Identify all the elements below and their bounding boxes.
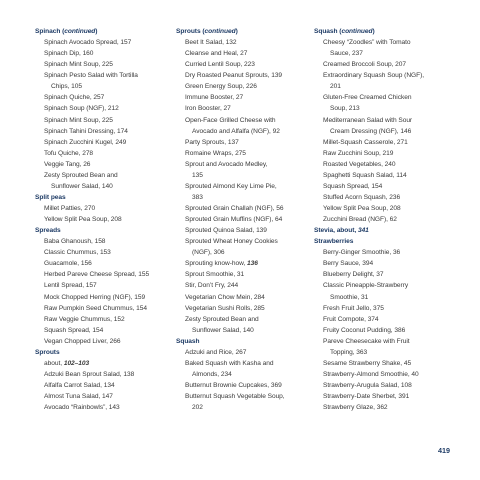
index-text: Raw Zucchini Soup, 219 <box>323 149 394 157</box>
index-entry <box>35 48 175 59</box>
index-entry <box>35 336 175 347</box>
index-text: ) <box>372 28 375 35</box>
index-text: Green Energy Soup, 226 <box>185 83 257 91</box>
index-text: Millet-Squash Casserole, 271 <box>323 138 408 146</box>
index-entry <box>176 258 316 269</box>
index-entry-continuation <box>176 369 316 380</box>
index-text: Sauce, 237 <box>330 50 363 58</box>
index-text: Classic Pineapple-Strawberry <box>323 282 409 290</box>
index-text: Sesame Strawberry Shake, 45 <box>323 359 412 367</box>
index-entry <box>314 203 454 214</box>
index-text: Pareve Cheesecake with Fruit <box>323 337 410 345</box>
index-entry <box>35 369 175 380</box>
index-entry <box>176 203 316 214</box>
index-text: 136 <box>247 260 258 268</box>
index-entry <box>314 247 454 258</box>
index-text: Baked Squash with Kasha and <box>185 359 274 367</box>
index-heading <box>35 26 175 37</box>
index-entry <box>35 115 175 126</box>
index-entry-continuation <box>314 126 454 137</box>
index-text: 202 <box>192 404 203 412</box>
index-entry <box>176 148 316 159</box>
index-text: Spinach Dip, 160 <box>44 50 94 58</box>
index-entry <box>35 247 175 258</box>
index-text: Squash Spread, 154 <box>323 182 383 190</box>
index-text: Stir, Don’t Fry, 244 <box>185 282 239 290</box>
index-entry <box>176 59 316 70</box>
index-text: Squash ( <box>314 28 342 35</box>
index-text: Raw Veggie Chummus, 152 <box>44 315 125 323</box>
index-entry <box>176 181 316 192</box>
index-column-2 <box>176 26 316 413</box>
index-entry <box>35 137 175 148</box>
index-entry <box>35 70 175 81</box>
index-column-1 <box>35 26 175 413</box>
index-entry <box>35 203 175 214</box>
index-entry <box>176 81 316 92</box>
index-entry <box>176 159 316 170</box>
index-text: Squash Spread, 154 <box>44 326 104 334</box>
index-entry <box>176 236 316 247</box>
index-entry-continuation <box>314 48 454 59</box>
index-text: Adzuki and Rice, 267 <box>185 348 247 356</box>
index-text: Almonds, 234 <box>192 370 232 378</box>
index-text: Immune Booster, 27 <box>185 94 244 102</box>
index-text: 135 <box>192 171 203 179</box>
index-text: Blueberry Delight, 37 <box>323 271 384 279</box>
index-text: Roasted Vegetables, 240 <box>323 160 396 168</box>
index-text: Smoothie, 31 <box>330 293 369 301</box>
index-text: Beet It Salad, 132 <box>185 39 237 47</box>
index-entry <box>35 303 175 314</box>
index-text: Curried Lentil Soup, 223 <box>185 61 255 69</box>
index-entry <box>314 37 454 48</box>
index-text: Cleanse and Heal, 27 <box>185 50 248 58</box>
index-text: Fruit Compote, 374 <box>323 315 379 323</box>
index-text: Tofu Quiche, 278 <box>44 149 94 157</box>
index-text: Spinach ( <box>35 28 65 35</box>
index-text: Vegan Chopped Liver, 266 <box>44 337 121 345</box>
index-heading <box>314 26 454 37</box>
index-text: Spinach Avocado Spread, 157 <box>44 39 132 47</box>
index-entry-continuation <box>176 247 316 258</box>
index-text: Veggie Tang, 26 <box>44 160 91 168</box>
index-text: Avocado “Rainbowls”, 143 <box>44 404 120 412</box>
index-entry-continuation <box>176 402 316 413</box>
index-heading <box>35 347 175 358</box>
index-entry <box>176 380 316 391</box>
index-text: Spinach Pesto Salad with Tortilla <box>44 72 138 80</box>
index-entry-continuation <box>35 81 175 92</box>
index-text: Strawberry-Date Sherbet, 391 <box>323 393 410 401</box>
index-text: ) <box>95 28 98 35</box>
index-text: 102–103 <box>63 359 90 367</box>
index-entry <box>314 391 454 402</box>
index-text: Mediterranean Salad with Sour <box>323 116 413 124</box>
index-text: Sprouts <box>35 348 60 356</box>
index-entry <box>35 258 175 269</box>
index-text: Spinach Soup (NGF), 212 <box>44 105 119 113</box>
index-entry <box>35 292 175 303</box>
index-entry <box>314 280 454 291</box>
index-entry <box>314 303 454 314</box>
index-text: Spinach Mint Soup, 225 <box>44 61 113 69</box>
index-text: Creamed Broccoli Soup, 207 <box>323 61 406 69</box>
index-text: Spinach Tahini Dressing, 174 <box>44 127 128 135</box>
index-text: 383 <box>192 193 203 201</box>
index-entry <box>176 280 316 291</box>
index-text: Stuffed Acorn Squash, 236 <box>323 193 401 201</box>
index-text: Topping, 363 <box>330 348 368 356</box>
index-text: Millet Patties, 270 <box>44 205 96 212</box>
index-text: Spinach Quiche, 257 <box>44 94 105 102</box>
index-text: Baba Ghanoush, 158 <box>44 238 106 246</box>
index-text: Zesty Sprouted Bean and <box>44 171 118 179</box>
index-heading <box>176 26 316 37</box>
index-text: Sunflower Salad, 140 <box>51 182 113 190</box>
index-text: Iron Booster, 27 <box>185 105 231 113</box>
index-text: Strawberry-Almond Smoothie, 40 <box>323 370 419 378</box>
index-entry-continuation <box>176 192 316 203</box>
index-heading <box>176 336 316 347</box>
index-entry <box>176 214 316 225</box>
index-entry <box>314 258 454 269</box>
index-text: Zucchini Bread (NGF), 62 <box>323 216 397 224</box>
index-text: Extraordinary Squash Soup (NGF), <box>323 72 425 80</box>
index-entry <box>176 225 316 236</box>
index-entry-continuation <box>314 81 454 92</box>
index-entry <box>176 92 316 103</box>
index-text: Raw Pumpkin Seed Chummus, 154 <box>44 304 148 312</box>
index-entry <box>35 126 175 137</box>
index-text: Strawberry-Arugula Salad, 108 <box>323 382 412 389</box>
index-entry <box>35 170 175 181</box>
index-entry <box>314 336 454 347</box>
index-text: Cream Dressing (NGF), 146 <box>330 127 412 135</box>
index-entry <box>176 137 316 148</box>
index-text: Vegetarian Sushi Rolls, 285 <box>185 304 265 312</box>
index-text: Zesty Sprouted Bean and <box>185 315 259 323</box>
index-entry <box>176 303 316 314</box>
index-entry <box>176 37 316 48</box>
index-text: Gluten-Free Creamed Chicken <box>323 94 412 102</box>
index-text: continued <box>204 28 236 35</box>
index-text: Avocado and Alfalfa (NGF), 92 <box>192 127 280 135</box>
index-text: Mock Chopped Herring (NGF), 159 <box>44 293 146 301</box>
index-entry <box>314 369 454 380</box>
index-text: Alfalfa Carrot Salad, 134 <box>44 382 115 389</box>
index-text: Sprouted Wheat Honey Cookies <box>185 238 278 246</box>
index-entry <box>176 70 316 81</box>
index-text: Yellow Split Pea Soup, 208 <box>44 216 122 224</box>
index-text: 201 <box>330 83 341 91</box>
index-text: Split peas <box>35 193 66 201</box>
index-text: Yellow Split Pea Soup, 208 <box>323 205 401 212</box>
index-text: Butternut Squash Vegetable Soup, <box>185 393 285 401</box>
index-text: Fruity Coconut Pudding, 386 <box>323 326 406 334</box>
index-entry <box>176 103 316 114</box>
index-entry <box>314 70 454 81</box>
index-entry-continuation <box>314 347 454 358</box>
index-text: Berry-Ginger Smoothie, 36 <box>323 249 401 257</box>
index-entry <box>314 380 454 391</box>
index-entry <box>314 214 454 225</box>
index-text: Sprouting know-how, <box>185 260 248 268</box>
index-entry <box>314 314 454 325</box>
index-entry-continuation <box>35 181 175 192</box>
index-text: Sunflower Salad, 140 <box>192 326 254 334</box>
index-entry <box>35 92 175 103</box>
index-text: Spaghetti Squash Salad, 114 <box>323 171 407 179</box>
index-entry <box>314 59 454 70</box>
index-entry <box>35 402 175 413</box>
index-text: Fresh Fruit Jello, 375 <box>323 304 384 312</box>
index-entry <box>35 314 175 325</box>
index-text: ) <box>235 28 238 35</box>
index-text: Almost Tuna Salad, 147 <box>44 393 113 401</box>
index-entry <box>176 391 316 402</box>
page-number: 419 <box>438 446 450 455</box>
index-text: Sprouted Grain Challah (NGF), 56 <box>185 205 284 212</box>
index-entry <box>314 170 454 181</box>
index-entry <box>314 148 454 159</box>
index-entry <box>35 214 175 225</box>
index-entry <box>35 358 175 369</box>
index-text: Spinach Mint Soup, 225 <box>44 116 113 124</box>
index-entry <box>314 192 454 203</box>
index-text: Strawberries <box>314 238 354 246</box>
index-text: Adzuki Bean Sprout Salad, 138 <box>44 370 135 378</box>
index-entry <box>35 391 175 402</box>
index-column-3 <box>314 26 454 413</box>
index-entry <box>176 48 316 59</box>
index-entry-continuation <box>176 126 316 137</box>
index-entry <box>314 358 454 369</box>
index-entry <box>35 380 175 391</box>
index-entry-continuation <box>314 292 454 303</box>
index-text: Butternut Brownie Cupcakes, 369 <box>185 382 282 389</box>
index-entry-continuation <box>314 103 454 114</box>
index-text: Chips, 105 <box>51 83 83 91</box>
index-text: Sprouts ( <box>176 28 205 35</box>
index-entry <box>35 280 175 291</box>
index-text: Open-Face Grilled Cheese with <box>185 116 276 124</box>
index-text: Squash <box>176 337 200 345</box>
index-heading <box>314 225 454 236</box>
index-text: Cheesy “Zoodles” with Tomato <box>323 39 411 47</box>
index-entry <box>314 269 454 280</box>
index-text: continued <box>64 28 96 35</box>
index-entry <box>176 358 316 369</box>
index-text: Lentil Spread, 157 <box>44 282 97 290</box>
index-entry <box>35 269 175 280</box>
index-text: Sprout Smoothie, 31 <box>185 271 245 279</box>
index-entry <box>314 137 454 148</box>
index-entry <box>35 325 175 336</box>
index-entry <box>176 292 316 303</box>
index-text: Vegetarian Chow Mein, 284 <box>185 293 265 301</box>
index-text: Spreads <box>35 227 61 235</box>
index-entry <box>176 269 316 280</box>
index-entry <box>314 402 454 413</box>
index-entry <box>35 103 175 114</box>
index-text: Guacamole, 156 <box>44 260 92 268</box>
index-text: continued <box>341 28 373 35</box>
index-entry <box>176 347 316 358</box>
index-text: Spinach Zucchini Kugel, 249 <box>44 138 127 146</box>
index-entry <box>314 325 454 336</box>
index-text: about, <box>44 359 64 367</box>
index-text: Party Sprouts, 137 <box>185 138 239 146</box>
index-text: Sprouted Grain Muffins (NGF), 64 <box>185 216 283 224</box>
index-entry <box>176 314 316 325</box>
index-text: (NGF), 306 <box>192 249 225 257</box>
index-entry <box>35 159 175 170</box>
index-heading <box>35 225 175 236</box>
index-text: Romaine Wraps, 275 <box>185 149 246 157</box>
index-entry-continuation <box>176 170 316 181</box>
index-text: Sprouted Quinoa Salad, 139 <box>185 227 267 235</box>
index-text: Sprouted Almond Key Lime Pie, <box>185 182 277 190</box>
index-heading <box>35 192 175 203</box>
index-text: Herbed Pareve Cheese Spread, 155 <box>44 271 150 279</box>
index-entry <box>35 59 175 70</box>
index-text: Classic Chummus, 153 <box>44 249 111 257</box>
index-text: Stevia, about, <box>314 227 358 235</box>
index-entry-continuation <box>176 325 316 336</box>
index-entry <box>314 181 454 192</box>
index-heading <box>314 236 454 247</box>
index-entry <box>35 37 175 48</box>
index-text: Berry Sauce, 394 <box>323 260 374 268</box>
index-entry <box>35 148 175 159</box>
index-text: Sprout and Avocado Medley, <box>185 160 268 168</box>
index-text: Strawberry Glaze, 362 <box>323 404 388 412</box>
index-entry <box>176 115 316 126</box>
index-text: 341 <box>357 227 369 235</box>
index-text: Dry Roasted Peanut Sprouts, 139 <box>185 72 283 80</box>
index-entry <box>314 115 454 126</box>
index-text: Soup, 213 <box>330 105 360 113</box>
index-entry <box>35 236 175 247</box>
index-entry <box>314 92 454 103</box>
index-entry <box>314 159 454 170</box>
